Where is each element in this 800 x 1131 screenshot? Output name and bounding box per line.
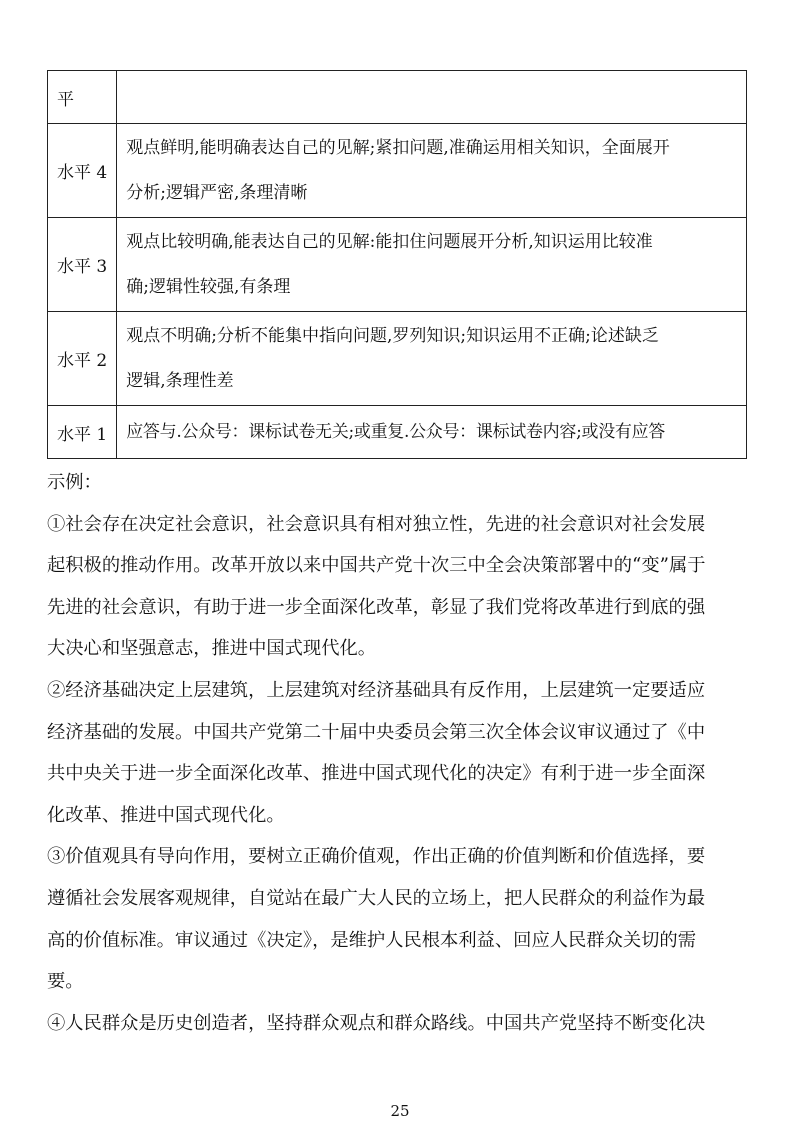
table-row [48,312,747,406]
page-number: 25 [390,1102,410,1120]
table-row [48,218,747,312]
level-cell: 水平 2 [48,312,117,406]
level-cell: 水平 1 [48,406,117,459]
paragraph-1 [47,504,752,670]
description-cell [117,312,747,406]
text-line: 经济基础的发展。中国共产党第二十届中央委员会第三次全体会议审议通过了《中 [47,721,706,743]
text-line: ①社会存在决定社会意识，社会意识具有相对独立性，先进的社会意识对社会发展 [47,513,706,535]
text-line: 高的价值标准。审议通过《决定》，是维护人民根本利益、回应人民群众关切的需 [47,929,696,951]
level-cell: 平 [48,71,117,124]
description-line: 应答与.公众号：课标试卷无关;或重复.公众号：课标试卷内容;或没有应答 [126,421,665,442]
paragraph-2 [47,670,752,836]
description-line: 分析;逻辑严密,条理清晰 [126,182,308,203]
table-row [48,124,747,218]
level-cell: 水平 4 [48,124,117,218]
description-line: 观点比较明确,能表达自己的见解:能扣住问题展开分析,知识运用比较准 [126,231,653,252]
scoring-rubric-table [47,70,747,459]
description-line: 逻辑,条理性差 [126,370,234,391]
paragraph-3 [47,836,752,1002]
description-cell [117,218,747,312]
text-line: 先进的社会意识，有助于进一步全面深化改革，彰显了我们党将改革进行到底的强 [47,596,706,618]
text-line: 起积极的推动作用。改革开放以来中国共产党十次三中全会决策部署中的“变”属于 [47,555,706,577]
table-row [48,406,747,459]
text-line: ③价值观具有导向作用，要树立正确价值观，作出正确的价值判断和价值选择，要 [47,846,706,868]
table-row [48,71,747,124]
level-cell: 水平 3 [48,218,117,312]
text-line: 遵循社会发展客观规律，自觉站在最广大人民的立场上，把人民群众的利益作为最 [47,887,706,909]
text-line: 大决心和坚强意志，推进中国式现代化。 [47,638,377,660]
description-line: 观点不明确;分析不能集中指向问题,罗列知识;知识运用不正确;论述缺乏 [126,325,659,346]
description-cell [117,71,747,124]
description-cell [117,406,747,459]
text-line: ④人民群众是历史创造者，坚持群众观点和群众路线。中国共产党坚持不断变化决 [47,1012,706,1034]
answer-example [47,462,752,1044]
description-cell [117,124,747,218]
paragraph-4 [47,1003,752,1045]
text-line: 化改革、推进中国式现代化。 [47,804,285,826]
example-label: 示例： [47,472,102,493]
description-line: 观点鲜明,能明确表达自己的见解;紧扣问题,准确运用相关知识，全面展开 [126,137,670,158]
text-line: 要。 [47,971,84,993]
description-line: 确;逻辑性较强,有条理 [126,276,291,297]
text-line: 共中央关于进一步全面深化改革、推进中国式现代化的决定》有利于进一步全面深 [47,763,706,785]
text-line: ②经济基础决定上层建筑，上层建筑对经济基础具有反作用，上层建筑一定要适应 [47,679,706,701]
